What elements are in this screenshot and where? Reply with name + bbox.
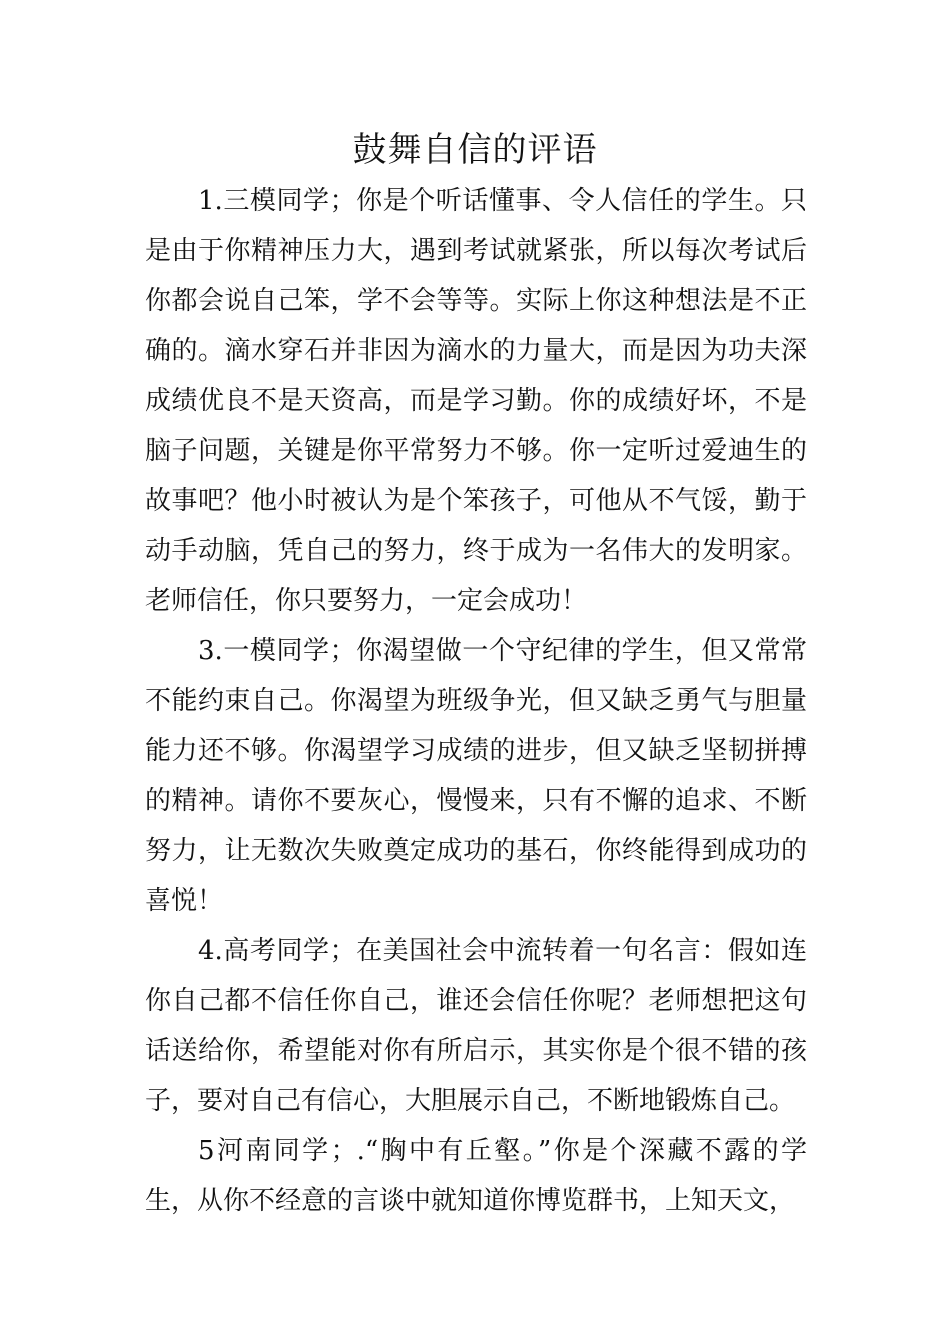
document-title: 鼓舞自信的评语	[352, 130, 598, 170]
paragraph-5: 5河南同学；.“胸中有丘壑。”你是个深藏不露的学生，从你不经意的言谈中就知道你博览群书，上知天文，	[145, 1136, 807, 1216]
document-body	[145, 176, 807, 1226]
paragraph-1: 1.三模同学；你是个听话懂事、令人信任的学生。只是由于你精神压力大，遇到考试就紧张，所以每次考试后你都会说自己笨，学不会等等。实际上你这种想法是不正确的。滴水穿石并非因为滴水的力量大，而是因为功夫深成绩优良不是天资高，而是学习勤。你的成绩好坏，不是脑子问题，关键是你平常努力不够。你一定听过爱迪生的故事吧？他小时被认为是个笨孩子，可他从不气馁，勤于动手动脑，凭自己的努力，终于成为一名伟大的发明家。老师信任，你只要努力，一定会成功！	[145, 186, 807, 616]
paragraph-4: 4.高考同学；在美国社会中流转着一句名言：假如连你自己都不信任你自己，谁还会信任你呢？老师想把这句话送给你，希望能对你有所启示，其实你是个很不错的孩子，要对自己有信心，大胆展示自己，不断地锻炼自己。	[145, 936, 807, 1116]
paragraph-3: 3.一模同学；你渴望做一个守纪律的学生，但又常常不能约束自己。你渴望为班级争光，但又缺乏勇气与胆量能力还不够。你渴望学习成绩的进步，但又缺乏坚韧拼搏的精神。请你不要灰心，慢慢来，只有不懈的追求、不断努力，让无数次失败奠定成功的基石，你终能得到成功的喜悦！	[145, 636, 807, 916]
